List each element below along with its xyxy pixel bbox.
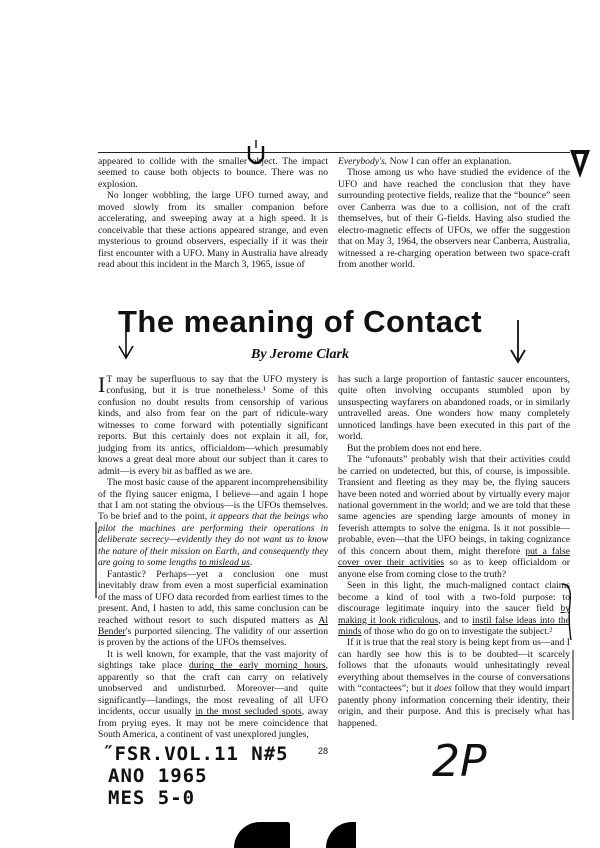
margin-bar-icon xyxy=(93,520,99,600)
paragraph: appeared to collide with the smaller object. The impact seemed to cause both objects to bounce. There was no explosion. xyxy=(98,156,328,190)
text: , and to xyxy=(438,614,473,626)
u-mark-icon xyxy=(244,140,268,170)
text: It is well known, for example, that the vast majority of sightings take place xyxy=(98,648,328,672)
italic-text: it appears that the beings who pilot the machines are performing their operations in deliberate secrecy—evidently they do not want us to know the nature of their mission on Earth, and consequently they are going to some lengths xyxy=(98,511,328,569)
article-right-column xyxy=(338,374,570,729)
header-rule xyxy=(98,152,570,153)
underlined-text: Al Bender xyxy=(98,614,328,637)
paragraph xyxy=(98,477,328,569)
underlined-text: in the most secluded spots xyxy=(195,706,302,718)
article-byline: By Jerome Clark xyxy=(251,347,349,362)
drop-cap: I xyxy=(98,372,106,397)
underlined-text: to mislead us xyxy=(199,557,250,569)
text: Now I can offer an explanation. xyxy=(387,156,512,167)
handwritten-year: ANO 1965 xyxy=(108,765,208,787)
upper-right-column xyxy=(338,156,570,271)
text: , away from prying eyes. It may not be mere coincidence that South America, a continent of vast unexplored jungles, xyxy=(98,706,329,741)
v-mark-icon xyxy=(568,148,594,182)
paragraph xyxy=(338,580,570,637)
italic-text: does xyxy=(434,683,452,695)
paragraph: has such a large proportion of fantastic saucer encounters, quite often involving occupants stumbled upon by unsuspecting wayfarers on abandoned roads, or in similarly untravelled areas. One wonders how many completely unnoticed landings have been executed in this part of the world. xyxy=(338,374,570,443)
text: so as to keep officialdom or anyone else from coming close to the truth? xyxy=(338,557,570,580)
paragraph: But the problem does not end here. xyxy=(347,442,482,454)
text: of those who do go on to investigate the subject.² xyxy=(361,625,553,637)
underlined-text: during the early morning hours xyxy=(189,660,326,672)
text: follow that they would impart patently phony information concerning their identity, their origin, and their purpose. And this is precisely what has happened. xyxy=(338,683,570,729)
magazine-name: Everybody's. xyxy=(338,156,388,167)
underlined-text: put a false cover over their activities xyxy=(338,545,570,569)
text: , apparently so that the craft can carry on relatively unobserved and undisturbed. Moreover—and quite significantly—landings, the most revealing of all UFO incidents, occur usually xyxy=(98,660,329,718)
handwritten-reference: ˝FSR.VOL.11 N#5 xyxy=(102,743,289,765)
text: If it is true that the real story is being kept from us—and I can hardly see how this is to be doubted—it scarcely follows that the ufonauts would unhesitatingly reveal everything about themselves in the course of conversations with “contactees”; but it xyxy=(338,637,570,695)
arrow-down-icon xyxy=(508,318,528,366)
text: Seen in this light, the much-maligned contact claims become a kind of tool with a two-fold purpose: to discourage legitimate inquiry into the saucer field xyxy=(338,580,570,615)
text: The most basic cause of the apparent incomprehensibility of the flying saucer enigma, I believe—and again I hope that I am not stating the obvious—is the UFOs themselves. To be brief and to the point, xyxy=(98,477,328,523)
paragraph xyxy=(338,156,570,167)
paragraph xyxy=(98,569,328,649)
underlined-text: instil false ideas into the minds xyxy=(338,614,570,637)
text: . xyxy=(249,557,253,569)
paragraph xyxy=(98,374,328,477)
bracket-mark-icon xyxy=(560,582,574,642)
underlined-text: by making it look ridiculous xyxy=(338,603,570,626)
article-title: The meaning of Contact xyxy=(117,304,483,339)
text: The “ufonauts” probably wish that their activities could be carried on undetected, but this, of course, is impossible. Transient and fleeting as they may be, the flying saucers have been noted and worried about by virtually every major national government in the world; and we are told that these same agencies are spending large amounts of money in feverish attempts to solve the enigma. Is it not possible—probable, even—that the UFO beings, in taking cognizance of this concern about them, might therefore xyxy=(338,454,570,557)
upper-left-column xyxy=(98,156,328,271)
page-number: 28 xyxy=(318,746,329,756)
text: 's purported silencing. The validity of our assertion is proven by the actions of the UFOs themselves. xyxy=(98,625,328,649)
paragraph: Those among us who have studied the evidence of the UFO and have reached the conclusion that they have surrounding protective fields, realize that the “bounce” seen over Canberra was due to a collision, not of the craft themselves, but of their G-fields. Having also studied the electro-magnetic effects of UFOs, we offer the suggestion that on May 3, 1964, the observers near Canberra, Australia, witnessed a re-charging operation between two space-craft from another world. xyxy=(338,167,570,271)
text: Fantastic? Perhaps—yet a conclusion one must inevitably draw from even a most superficial examination of the mass of UFO data recorded from earliest times to the present. And, I hasten to add, this same conclusion can be reached without resort to such disputed matters as xyxy=(98,568,328,626)
scan-artifact xyxy=(326,822,356,848)
margin-bar-icon xyxy=(570,648,576,722)
paragraph xyxy=(98,649,328,741)
handwritten-month: MES 5-0 xyxy=(108,787,196,809)
handwritten-mark: 2P xyxy=(432,736,487,787)
paragraph xyxy=(338,637,570,729)
text: T may be superfluous to say that the UFO mystery is confusing, but it is true nonetheless.¹ Some of this confusion no doubt results from censorship of various kinds, and also from fear on the part of ridicule-wary witnesses to come forward with potentially significant reports. But this certainly does not explain it all, for, judging from its antics, officialdom—which presumably knows a great deal more about our subject than it cares to admit—is every bit as baffled as we are. xyxy=(98,374,328,477)
scan-artifact xyxy=(234,822,290,848)
paragraph xyxy=(338,454,570,580)
paragraph: No longer wobbling, the large UFO turned away, and moved slowly from its smaller companion before accelerating, and sweeping away at a high speed. It is conceivable that these actions appeared strange, and even mysterious to ground observers, especially if it was their first encounter with a UFO. Many in Australia have already read about this incident in the March 3, 1965, issue of xyxy=(98,190,328,271)
article-left-column xyxy=(98,374,328,741)
arrow-down-icon xyxy=(116,318,136,362)
